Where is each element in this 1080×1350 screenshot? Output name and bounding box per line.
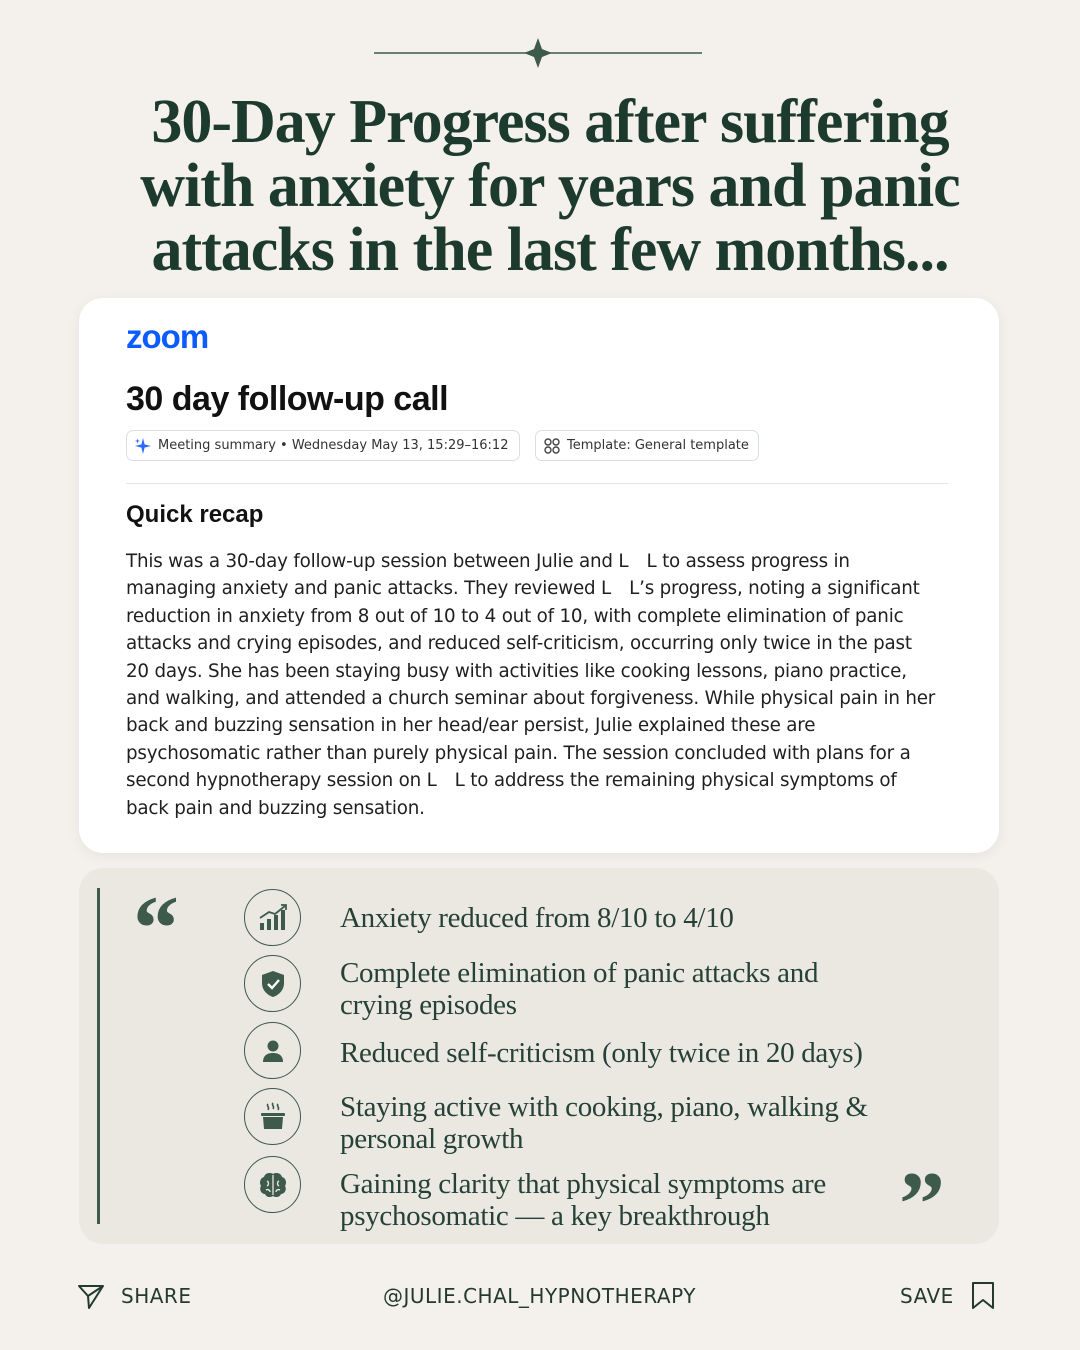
- share-label: SHARE: [121, 1284, 192, 1308]
- call-title: 30 day follow-up call: [126, 380, 449, 418]
- zoom-logo: zoom: [126, 318, 209, 355]
- send-icon: [77, 1282, 105, 1310]
- cooking-pot-icon: [244, 1088, 301, 1145]
- meeting-summary-text: Meeting summary • Wednesday May 13, 15:29–16:12: [158, 438, 509, 453]
- divider-ornament: [374, 34, 702, 72]
- share-button[interactable]: [77, 1278, 191, 1314]
- highlight-item: Staying active with cooking, piano, walking & personal growth: [340, 1091, 868, 1155]
- save-button[interactable]: [900, 1278, 996, 1314]
- template-text: Template: General template: [567, 438, 749, 453]
- sparkle-icon: [134, 437, 152, 455]
- account-handle[interactable]: @JULIE.CHAL_HYPNOTHERAPY: [383, 1284, 696, 1308]
- card-divider: [126, 483, 948, 484]
- highlight-item: Anxiety reduced from 8/10 to 4/10: [340, 902, 734, 934]
- template-icon: [543, 437, 561, 455]
- quote-bar: [97, 888, 100, 1224]
- highlight-item: Reduced self-criticism (only twice in 20 days): [340, 1037, 863, 1069]
- person-icon: [244, 1022, 301, 1079]
- template-chip[interactable]: [535, 430, 759, 461]
- headline: 30-Day Progress after suffering with anxiety for years and panic attacks in the last few months...: [140, 88, 960, 284]
- chart-icon: [244, 889, 301, 946]
- shield-check-icon: [244, 955, 301, 1012]
- recap-body: This was a 30-day follow-up session between Julie and L L to assess progress in managing anxiety and panic attacks. They reviewed L L’s progress, noting a significant reduction in anxiety from 8 out of 10 to 4 out of 10, with complete elimination of panic attacks and crying episodes, and reduced self-criticism, occurring only twice in the past 20 days. She has been staying busy with activities like cooking lessons, piano practice, and walking, and attended a church seminar about forgiveness. While physical pain in her back and buzzing sensation in her head/ear persist, Julie explained these are psychosomatic rather than purely physical pain. The session concluded with plans for a second hypnotherapy session on L L to address the remaining physical symptoms of back pain and buzzing sensation.: [126, 551, 936, 819]
- highlight-item: Complete elimination of panic attacks and crying episodes: [340, 957, 819, 1021]
- save-label: SAVE: [900, 1284, 954, 1308]
- open-quote-mark: “: [133, 877, 179, 979]
- highlight-item: Gaining clarity that physical symptoms are psychosomatic — a key breakthrough: [340, 1168, 826, 1232]
- bookmark-icon: [970, 1281, 996, 1311]
- close-quote-mark: ”: [899, 1153, 945, 1255]
- meeting-summary-chip[interactable]: [126, 430, 520, 461]
- brain-icon: [244, 1156, 301, 1213]
- recap-title: Quick recap: [126, 501, 264, 528]
